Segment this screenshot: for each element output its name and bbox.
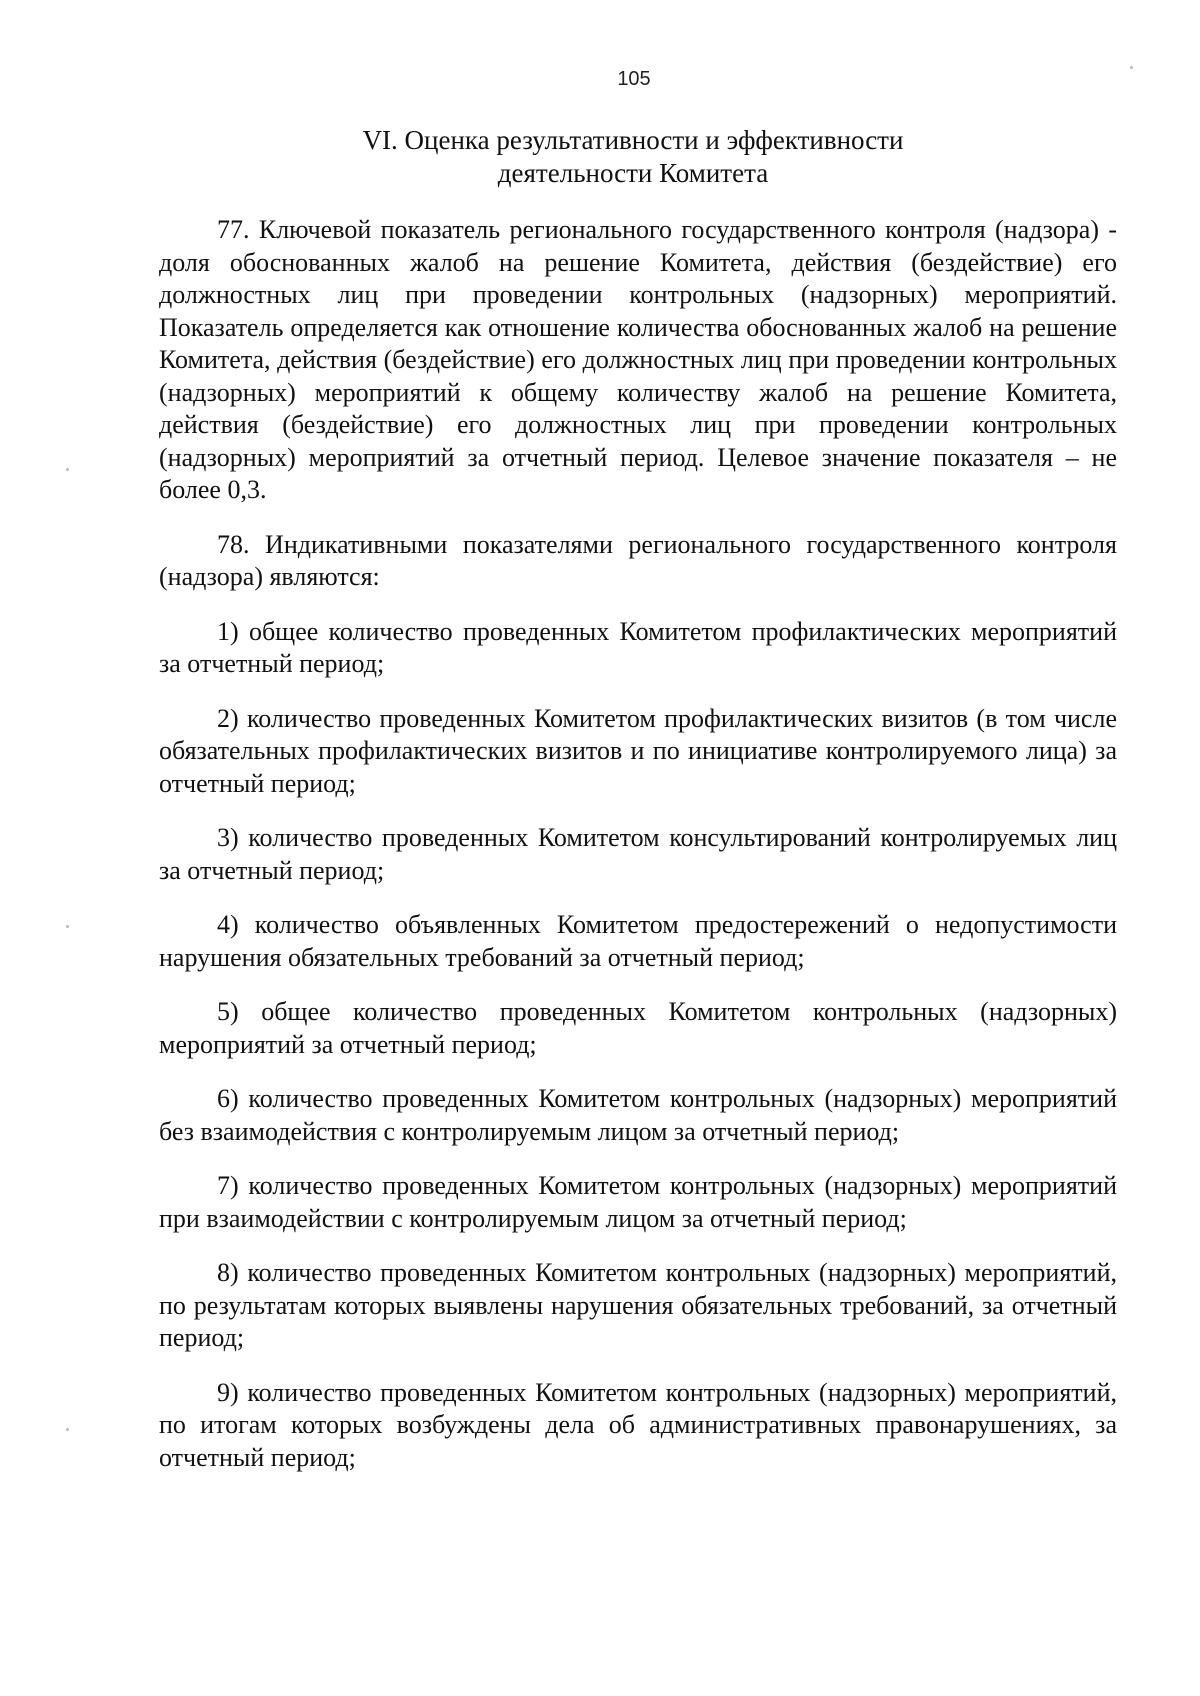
section-heading-line-2: деятельности Комитета (497, 158, 769, 188)
paragraph-78: 78. Индикативными показателями регионального государственного контроля (надзора) являются: (159, 529, 1117, 591)
list-item-7: 7) количество проведенных Комитетом контрольных (надзорных) мероприятий при взаимодействии с контролируемым лицом за отчетный период; (159, 1171, 1117, 1233)
list-item-8: 8) количество проведенных Комитетом контрольных (надзорных) мероприятий, по результатам которых выявлены нарушения обязательных требований, за отчетный период; (159, 1258, 1117, 1352)
section-heading-line-1: VI. Оценка результативности и эффективности (362, 125, 904, 155)
document-body (159, 214, 1117, 1474)
list-item-1: 1) общее количество проведенных Комитетом профилактических мероприятий за отчетный период; (159, 616, 1117, 678)
paragraph-77: 77. Ключевой показатель регионального государственного контроля (надзора) - доля обоснованных жалоб на решение Комитета, действия (бездействие) его должностных лиц при проведении контрольных (надзорных) мероприятий. Показатель определяется как отношение количества обоснованных жалоб на решение Комитета, действия (бездействие) его должностных лиц при проведении контрольных (надзорных) мероприятий к общему количеству жалоб на решение Комитета, действия (бездействие) его должностных лиц при проведении контрольных (надзорных) мероприятий за отчетный период. Целевое значение показателя – не более 0,3. (159, 215, 1117, 504)
list-item-9: 9) количество проведенных Комитетом контрольных (надзорных) мероприятий, по итогам которых возбуждены дела об административных правонарушениях, за отчетный период; (159, 1377, 1117, 1472)
list-item-5: 5) общее количество проведенных Комитетом контрольных (надзорных) мероприятий за отчетный период; (159, 997, 1117, 1059)
list-item-6: 6) количество проведенных Комитетом контрольных (надзорных) мероприятий без взаимодействия с контролируемым лицом за отчетный период; (159, 1084, 1117, 1146)
list-item-3: 3) количество проведенных Комитетом консультирований контролируемых лиц за отчетный период; (159, 823, 1117, 885)
section-heading (150, 124, 1116, 190)
scan-artifact (1130, 66, 1133, 69)
scan-artifact (66, 468, 69, 471)
scan-artifact (66, 1428, 69, 1431)
page-number: 105 (617, 68, 651, 90)
scan-artifact (66, 925, 69, 928)
list-item-4: 4) количество объявленных Комитетом предостережений о недопустимости нарушения обязательных требований за отчетный период; (159, 910, 1117, 972)
list-item-2: 2) количество проведенных Комитетом профилактических визитов (в том числе обязательных профилактических визитов и по инициативе контролируемого лица) за отчетный период; (159, 703, 1117, 798)
